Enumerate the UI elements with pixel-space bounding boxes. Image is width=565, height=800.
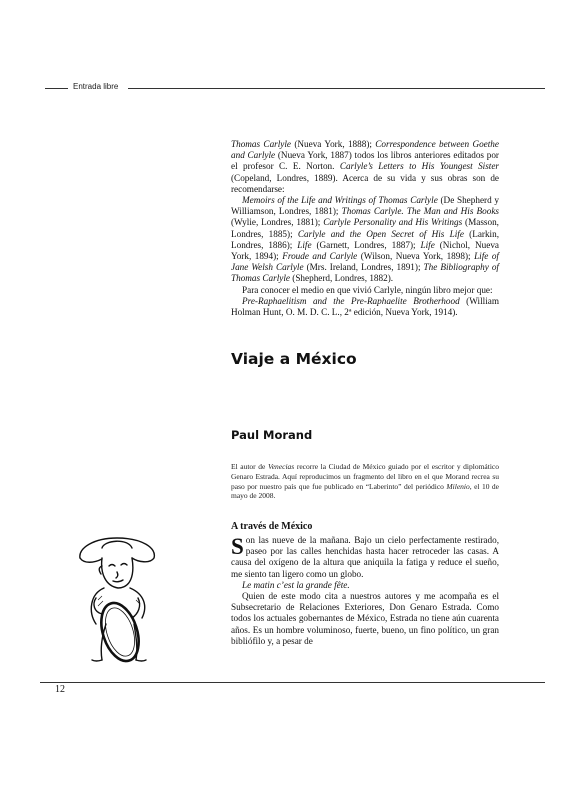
intro-paragraph bbox=[231, 139, 499, 195]
text-run: (Wylie, Londres, 1881); bbox=[231, 217, 324, 228]
text-run: recorre la Ciudad de México guiado por el escritor y diplomático Genaro Estrada. Aquí reproducimos un fragmento del libro en el que Morand recrea su paso por nuestro país que fue publicado en “Laberinto” del periódico bbox=[231, 462, 500, 491]
text-run: , el 10 de mayo de 2008. bbox=[231, 481, 500, 501]
article-author: Paul Morand bbox=[231, 428, 313, 442]
text-run: (Wilson, Nueva York, 1898); bbox=[357, 251, 475, 262]
header-rule-right bbox=[128, 88, 545, 89]
footer-rule bbox=[40, 682, 545, 683]
italic-text: Correspondence between Goethe and Carlyle bbox=[231, 139, 499, 161]
article-paragraph bbox=[231, 535, 499, 580]
italic-text: Pre-Raphaelitism and the Pre-Raphaelite Brotherhood bbox=[242, 295, 460, 306]
text-run: (William Holman Hunt, O. M. D. C. L., 2ª edición, Nueva York, 1914). bbox=[231, 295, 499, 318]
section-label: Entrada libre bbox=[73, 82, 119, 91]
intro-paragraph bbox=[231, 296, 499, 318]
text-run: El autor de bbox=[231, 462, 268, 471]
italic-text: The Bibliography of Thomas Carlyle bbox=[231, 262, 499, 284]
article-subheading: A través de México bbox=[231, 521, 313, 532]
article-paragraph-text: on las nueve de la mañana. Bajo un cielo perfectamente restirado, paseo por las calles henchidas hasta hacer retroceder las casas. A causa del oxígeno de la altura que aniquila la fatiga y reduce el sueño, me siento tan ligero como un globo. bbox=[231, 535, 499, 579]
header-rule-left bbox=[45, 88, 68, 89]
article-body bbox=[231, 535, 499, 647]
text-run: (Mrs. Ireland, Londres, 1891); bbox=[303, 262, 424, 273]
text-run: (Shepherd, Londres, 1882). bbox=[289, 273, 394, 284]
text-run: (De Shepherd y Williamson, Londres, 1881); bbox=[231, 195, 499, 217]
text-run: (Nichol, Nueva York, 1894); bbox=[231, 239, 499, 262]
intro-paragraph bbox=[231, 285, 499, 296]
text-run: Quien de este modo cita a nuestros autores y me acompaña es el Subsecretario de Relaciones Exteriores, Don Genaro Estrada. Como todos los actuales gobernantes de México, Estrada no tiene aún cuarenta años. Es un hombre voluminoso, fuerte, bueno, un fino político, un gran bibliófilo y, a pesar de bbox=[231, 591, 499, 646]
italic-text: Carlyle Personality and His Writings bbox=[323, 217, 463, 228]
italic-text: Le matin c’est la grande fête. bbox=[242, 579, 350, 590]
italic-text: Life of Jane Welsh Carlyle bbox=[231, 251, 499, 273]
text-run: (Nueva York, 1887) todos los libros anteriores editados por el profesor C. E. Norton. bbox=[231, 150, 499, 172]
article-paragraph bbox=[231, 580, 499, 591]
text-run: (Garnett, Londres, 1887); bbox=[311, 239, 421, 250]
intro-paragraph bbox=[231, 195, 499, 285]
italic-text: Life bbox=[297, 239, 312, 250]
italic-text: Carlyle and the Open Secret of His Life bbox=[297, 228, 464, 239]
text-run: Para conocer el medio en que vivió Carlyle, ningún libro mejor que: bbox=[242, 284, 493, 295]
italic-text: Froude and Carlyle bbox=[282, 251, 358, 262]
article-title: Viaje a México bbox=[231, 350, 357, 368]
text-run: (Larkin, Londres, 1886); bbox=[231, 228, 499, 250]
text-run: (Masson, Londres, 1885); bbox=[231, 217, 499, 239]
italic-text: Thomas Carlyle bbox=[231, 139, 291, 149]
article-summary bbox=[231, 462, 499, 501]
intro-text bbox=[231, 139, 499, 318]
text-run: (Copeland, Londres, 1889). Acerca de su vida y sus obras son de recomendarse: bbox=[231, 172, 499, 194]
text-run: (Nueva York, 1888); bbox=[291, 139, 376, 149]
italic-text: Memoirs of the Life and Writings of Thomas Carlyle bbox=[242, 195, 438, 206]
article-paragraph bbox=[231, 591, 499, 647]
italic-text: Life bbox=[420, 239, 435, 250]
drop-cap: S bbox=[231, 534, 244, 559]
italic-text: Carlyle’s Letters to His Youngest Sister bbox=[339, 161, 499, 172]
italic-text: Venecias bbox=[267, 462, 295, 471]
italic-text: Milenio bbox=[446, 481, 470, 491]
italic-text: Thomas Carlyle. The Man and His Books bbox=[341, 206, 499, 217]
boy-with-hoop-illustration bbox=[72, 528, 162, 668]
page-number: 12 bbox=[55, 684, 65, 695]
